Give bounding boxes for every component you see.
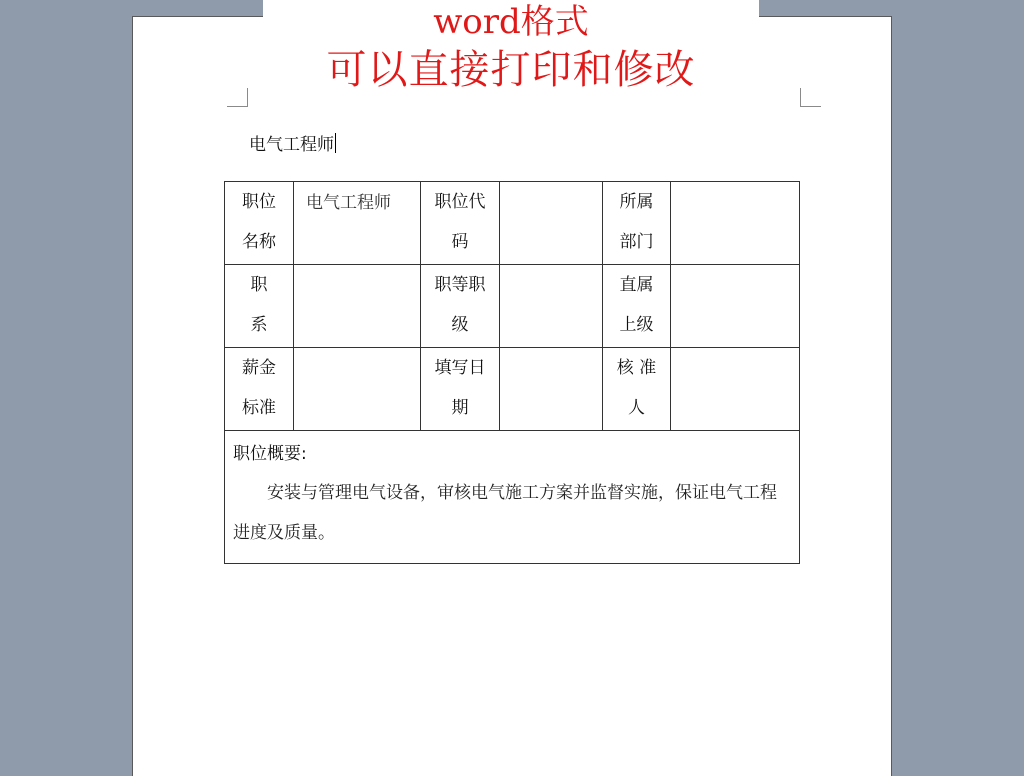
label-line: 职 xyxy=(250,275,268,295)
cell-grade-value[interactable] xyxy=(500,265,603,348)
job-description-table xyxy=(224,181,800,564)
banner-line-2: 可以直接打印和修改 xyxy=(326,47,696,93)
text-cursor xyxy=(335,133,336,153)
table-row xyxy=(225,431,800,564)
document-title[interactable] xyxy=(249,132,336,158)
cell-approver-value[interactable] xyxy=(671,348,800,431)
supervisor-value xyxy=(671,265,799,274)
cell-approver-label[interactable] xyxy=(603,348,671,431)
position-name-value: 电气工程师 xyxy=(306,193,391,213)
cell-position-summary[interactable] xyxy=(225,431,800,564)
salary-value xyxy=(294,348,420,357)
label-line: 上级 xyxy=(619,315,654,335)
label-line: 人 xyxy=(628,398,645,418)
margin-corner-right xyxy=(800,88,821,107)
cell-department-value[interactable] xyxy=(671,182,800,265)
cell-position-name-value[interactable] xyxy=(294,182,421,265)
label-line: 系 xyxy=(250,315,268,335)
label-line: 标准 xyxy=(242,398,276,418)
label-line: 直属 xyxy=(619,275,654,295)
grade-value xyxy=(500,265,602,274)
summary-heading: 职位概要: xyxy=(233,444,307,464)
banner-line-1: word格式 xyxy=(433,2,589,42)
job-family-value xyxy=(294,265,420,274)
cell-supervisor-value[interactable] xyxy=(671,265,800,348)
label-line: 部门 xyxy=(619,232,654,252)
document-title-text: 电气工程师 xyxy=(249,135,334,155)
label-line: 所属 xyxy=(619,192,654,212)
label-line: 名称 xyxy=(242,232,276,252)
cell-position-name-label[interactable] xyxy=(225,182,294,265)
cell-position-code-value[interactable] xyxy=(500,182,603,265)
label-line: 级 xyxy=(451,315,469,335)
summary-body: 安装与管理电气设备，审核电气施工方案并监督实施，保证电气工程进度及质量。 xyxy=(233,483,777,543)
cell-job-family-label[interactable] xyxy=(225,265,294,348)
cell-department-label[interactable] xyxy=(603,182,671,265)
cell-salary-label[interactable] xyxy=(225,348,294,431)
cell-salary-value[interactable] xyxy=(294,348,421,431)
cell-fill-date-label[interactable] xyxy=(421,348,500,431)
cell-fill-date-value[interactable] xyxy=(500,348,603,431)
cell-grade-label[interactable] xyxy=(421,265,500,348)
cell-job-family-value[interactable] xyxy=(294,265,421,348)
cell-supervisor-label[interactable] xyxy=(603,265,671,348)
label-line: 职位 xyxy=(242,192,276,212)
label-line: 码 xyxy=(451,232,469,252)
table-row xyxy=(225,348,800,431)
table-row xyxy=(225,182,800,265)
label-line: 期 xyxy=(451,398,469,418)
label-line: 填写日 xyxy=(434,358,486,378)
label-line: 薪金 xyxy=(242,358,276,378)
cell-position-code-label[interactable] xyxy=(421,182,500,265)
label-line: 职等职 xyxy=(434,275,486,295)
approver-value xyxy=(671,348,799,357)
position-code-value xyxy=(500,182,602,191)
watermark-banner xyxy=(263,0,759,92)
fill-date-value xyxy=(500,348,602,357)
margin-corner-left xyxy=(227,88,248,107)
label-line: 职位代 xyxy=(434,192,486,212)
department-value xyxy=(671,182,799,191)
label-line: 核 准 xyxy=(616,358,657,378)
table-row xyxy=(225,265,800,348)
